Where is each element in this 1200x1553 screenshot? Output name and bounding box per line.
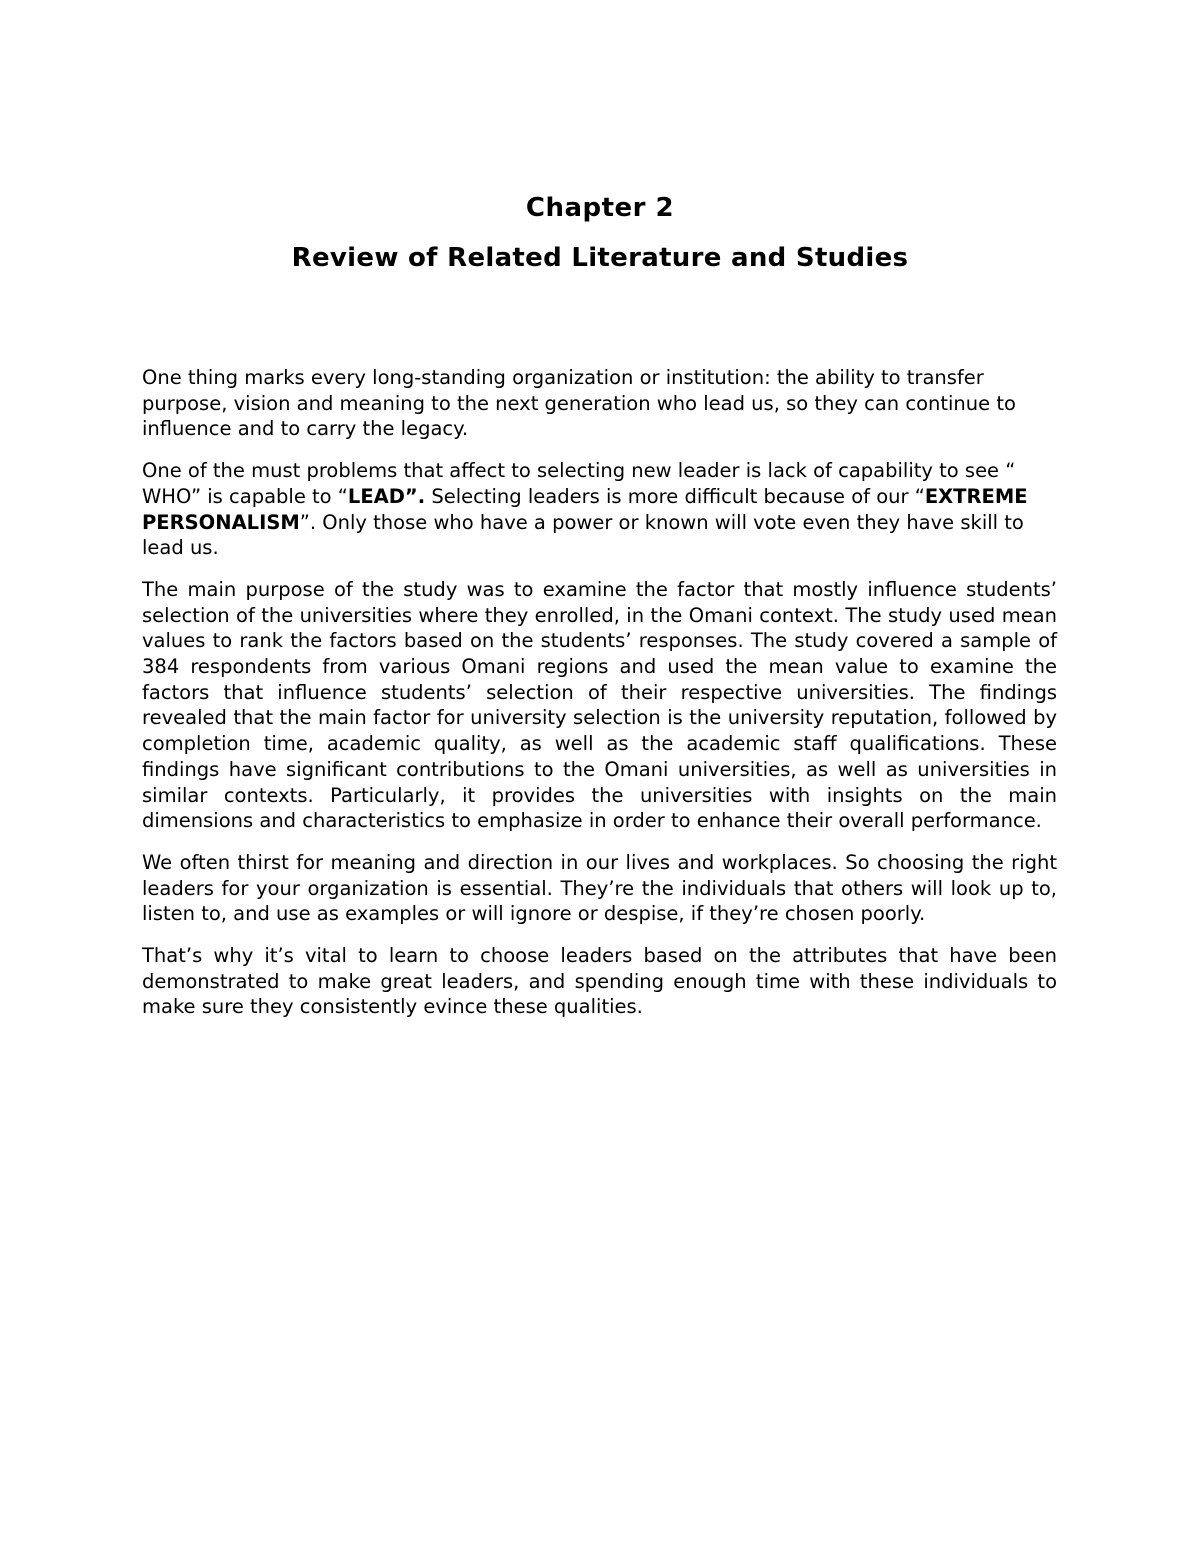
emphasis-extreme-personalism: EXTREME PERSONALISM [142, 484, 1028, 534]
paragraph-study-purpose: The main purpose of the study was to examine the factor that mostly influence students’ selection of the universities where they enrolled, in the Omani context. The study used mean values to rank the factors based on the students’ responses. The study covered a sample of 384 respondents from various Omani regions and used the mean value to examine the factors that influence students’ selection of their respective universities. The findings revealed that the main factor for university selection is the university reputation, followed by completion time, academic quality, as well as the academic staff qualifications. These findings have significant contributions to the Omani universities, as well as universities in similar contexts. Particularly, it provides the universities with insights on the main dimensions and characteristics to emphasize in order to enhance their overall performance. [142, 577, 1057, 833]
paragraph-intro: One thing marks every long-standing organization or institution: the ability to transfer purpose, vision and meaning to the next generation who lead us, so they can continue to influence and to carry the legacy. [142, 366, 1016, 441]
paragraph-text: ”. Only those who have a power or known will vote even they have skill to lead us. [142, 510, 1024, 560]
chapter-body [142, 365, 1057, 1036]
paragraph-leader-problem [142, 458, 1057, 561]
chapter-title: Chapter 2 [525, 193, 675, 223]
paragraph-choosing-leaders: We often thirst for meaning and direction in our lives and workplaces. So choosing the right leaders for your organization is essential. They’re the individuals that others will look up to, listen to, and use as examples or will ignore or despise, if they’re chosen poorly. [142, 850, 1057, 926]
paragraph-text: One of the must problems that affect to selecting new leader is lack of capability to see “ WHO” is capable to “ [142, 459, 1016, 508]
emphasis-lead: LEAD”. [347, 484, 426, 508]
chapter-subtitle: Review of Related Literature and Studies [291, 243, 909, 273]
paragraph-conclusion: That’s why it’s vital to learn to choose leaders based on the attributes that have been demonstrated to make great leaders, and spending enough time with these individuals to make sure they consistently evince these qualities. [142, 944, 1057, 1019]
paragraph-text: Selecting leaders is more difficult because of our “ [425, 484, 925, 508]
